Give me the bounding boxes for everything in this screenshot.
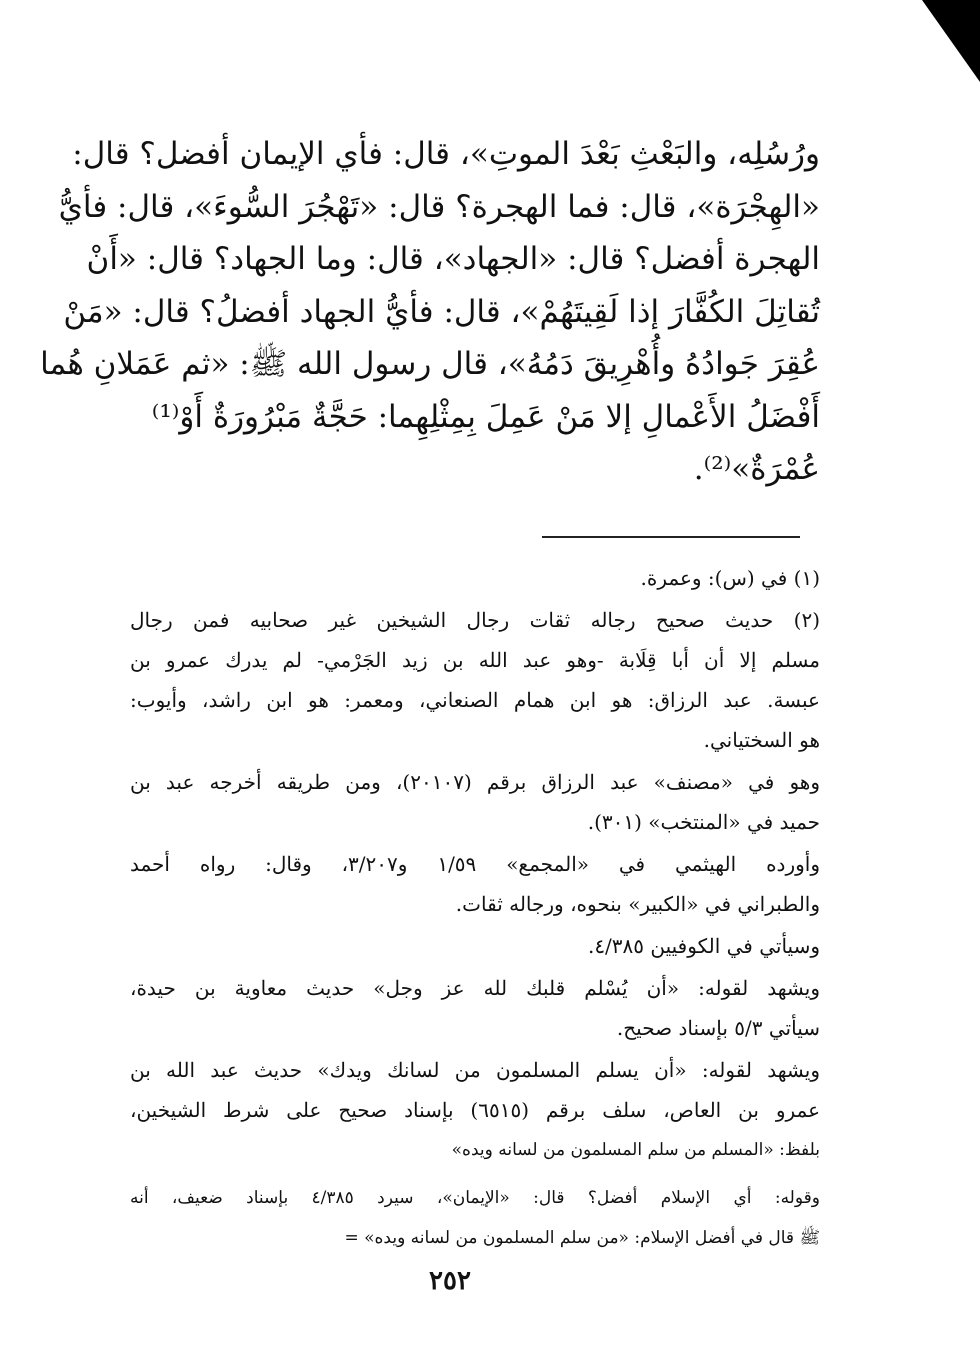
main-text-line: ورُسُلِه، والبَعْثِ بَعْدَ الموتِ»، قال: فأي الإيمان أفضل؟ قال:: [72, 136, 820, 172]
main-text-line: الهجرة أفضل؟ قال: «الجهاد»، قال: وما الجهاد؟ قال: «أَنْ: [86, 241, 820, 277]
footnote-line: ﷺ قال في أفضل الإسلام: «من سلم المسلمون من لسانه ويده» =: [344, 1228, 820, 1248]
main-text-line: عُمْرَةٌ»⁽²⁾.: [693, 451, 820, 487]
footnote-line: مسلم إلا أن أبا قِلَابة -وهو عبد الله بن زيد الجَرْمي- لم يدرك عمرو بن: [130, 648, 820, 672]
footnote-line: عمرو بن العاص، سلف برقم (٦٥١٥) بإسناد صحيح على شرط الشيخين،: [130, 1098, 821, 1122]
main-text-line: تُقاتِلَ الكُفَّارَ إذا لَقِيتَهُمْ»، قال: فأيُّ الجهاد أفضلُ؟ قال: «مَنْ: [63, 293, 820, 330]
footnote-line: بلفظ: «المسلم من سلم المسلمون من لسانه ويده»: [451, 1140, 820, 1160]
footnote-paragraph-musannaf: [130, 762, 820, 842]
main-hadith-text: [40, 128, 820, 496]
footnote-paragraph-majma: [130, 844, 820, 924]
footnote-line: ويشهد لقوله: «أن يُسْلم قلبك لله عز وجل» حديث معاوية بن حيدة،: [130, 976, 820, 1000]
footnote-line: وأورده الهيثمي في «المجمع» ١/٥٩ و٣/٢٠٧، وقال: رواه أحمد: [130, 852, 820, 876]
main-text-line: «الهِجْرَة»، قال: فما الهجرة؟ قال: «تَهْجُرَ السُّوءَ»، قال: فأيُّ: [58, 188, 820, 225]
footnote-paragraph-abdullah-bin-amr: [130, 1050, 820, 1170]
footnotes-section: [130, 558, 820, 1260]
footnote-line: حميد في «المنتخب» (٣٠١).: [587, 810, 820, 834]
footnote-line: ويشهد لقوله: «أن يسلم المسلمون من لسانك ويدك» حديث عبد الله بن: [130, 1058, 820, 1082]
footnote-line: وقوله: أي الإسلام أفضل؟ قال: «الإيمان»، سيرد ٤/٣٨٥ بإسناد ضعيف، أنه: [130, 1188, 820, 1208]
footnote-line: وهو في «مصنف» عبد الرزاق برقم (٢٠١٠٧)، ومن طريقه أخرجه عبد بن: [130, 770, 820, 794]
footnote-paragraph-islam-afdal: [130, 1178, 820, 1258]
footnote-line: هو السختياني.: [703, 728, 820, 752]
footnote-paragraph-muawiya: [130, 968, 820, 1048]
footnote-line: (٢) حديث صحيح رجاله ثقات رجال الشيخين غير صحابيه فمن رجال: [130, 608, 820, 632]
main-text-line: أَفْضَلُ الأَعْمالِ إلا مَنْ عَمِلَ بِمِثْلِهِما: حَجَّةٌ مَبْرُورَةٌ أَوْ⁽¹⁾: [151, 398, 820, 435]
footnote-line: والطبراني في «الكبير» بنحوه، ورجاله ثقات.: [455, 892, 820, 916]
footnote-2: [130, 600, 820, 760]
page-number: ٢٥٢: [429, 1266, 471, 1296]
footnote-line: سيأتي ٥/٣ بإسناد صحيح.: [616, 1016, 820, 1040]
footnote-divider: [542, 536, 800, 538]
footnote-line: (١) في (س): وعمرة.: [640, 566, 820, 590]
footnote-1: [130, 558, 820, 598]
footnote-line: وسيأتي في الكوفيين ٤/٣٨٥.: [587, 934, 820, 958]
footnote-line: عبسة. عبد الرزاق: هو ابن همام الصنعاني، ومعمر: هو ابن راشد، وأيوب:: [130, 688, 820, 712]
footnote-paragraph-kufiyyin: [130, 926, 820, 966]
main-text-line: عُقِرَ جَوادُهُ وأُهْرِيقَ دَمُهُ»، قال رسول الله ﷺ: «ثم عَمَلانِ هُما: [40, 346, 820, 382]
